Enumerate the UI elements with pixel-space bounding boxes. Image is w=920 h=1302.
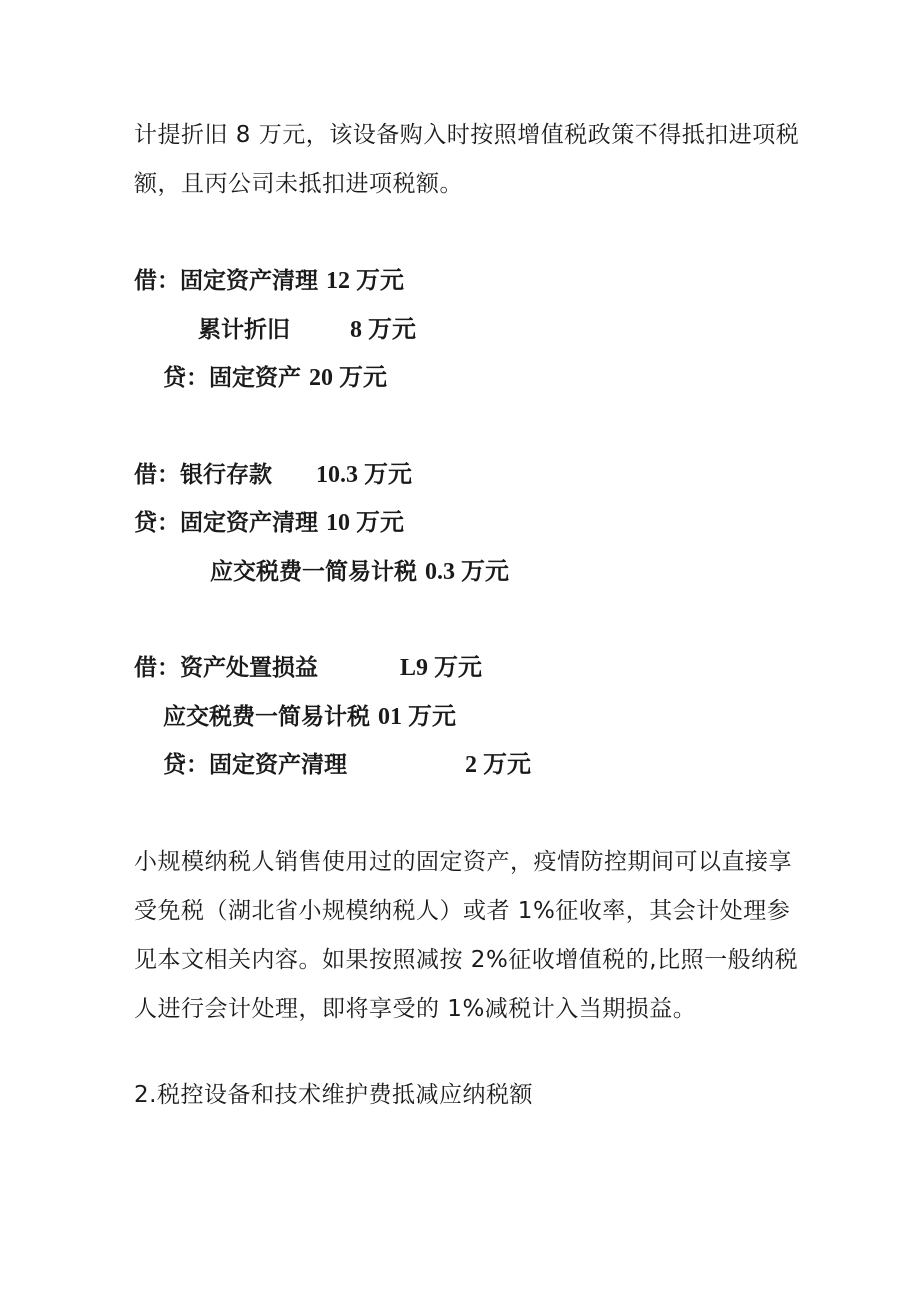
- entry1-debit2-amount: 8 万元: [350, 317, 416, 343]
- entry2-debit: [134, 460, 412, 490]
- entry3-credit-amount: 2 万元: [465, 752, 531, 778]
- entry3-credit: [163, 750, 531, 780]
- entry1-credit-label: 贷：固定资产: [163, 365, 301, 391]
- intro-line-2: 额，且丙公司未抵扣进项税额。: [134, 171, 463, 197]
- entry2-credit-label: 贷：固定资产清理: [134, 510, 318, 536]
- entry3-debit-label: 借：资产处置损益: [134, 655, 318, 681]
- intro-line-1: 计提折旧 8 万元，该设备购入时按照增值税政策不得抵扣进项税: [134, 122, 800, 148]
- entry2-debit-amount: 10.3 万元: [316, 462, 412, 488]
- entry3-debit: [134, 653, 482, 683]
- paragraph-line-1: 小规模纳税人销售使用过的固定资产，疫情防控期间可以直接享: [134, 849, 792, 875]
- entry2-credit-amount: 10 万元: [326, 510, 405, 536]
- entry2-credit2-amount: 0.3 万元: [425, 559, 510, 585]
- entry2-debit-label: 借：银行存款: [134, 462, 272, 488]
- entry1-credit-amount: 20 万元: [309, 365, 388, 391]
- paragraph-line-4: 人进行会计处理，即将享受的 1%减税计入当期损益。: [134, 996, 697, 1022]
- entry3-debit2: [163, 702, 456, 732]
- entry2-credit2-label: 应交税费一简易计税: [210, 559, 417, 585]
- entry1-debit2-label: 累计折旧: [198, 317, 290, 343]
- entry3-credit-label: 贷：固定资产清理: [163, 752, 347, 778]
- entry2-credit2: [210, 557, 509, 587]
- entry3-debit-amount: L9 万元: [400, 655, 483, 681]
- paragraph-line-3: 见本文相关内容。如果按照减按 2%征收增值税的,比照一般纳税: [134, 947, 799, 973]
- entry2-credit: [134, 508, 404, 538]
- entry1-debit2: [198, 315, 416, 345]
- entry1-debit: [134, 266, 404, 296]
- entry3-debit2-amount: 01 万元: [378, 704, 457, 730]
- entry1-credit: [163, 363, 387, 393]
- section-heading: 2.税控设备和技术维护费抵减应纳税额: [134, 1082, 533, 1108]
- paragraph-line-2: 受免税（湖北省小规模纳税人）或者 1%征收率，其会计处理参: [134, 898, 791, 924]
- entry3-debit2-label: 应交税费一简易计税: [163, 704, 370, 730]
- entry1-debit-label: 借：固定资产清理: [134, 268, 318, 294]
- entry1-debit-amount: 12 万元: [326, 268, 405, 294]
